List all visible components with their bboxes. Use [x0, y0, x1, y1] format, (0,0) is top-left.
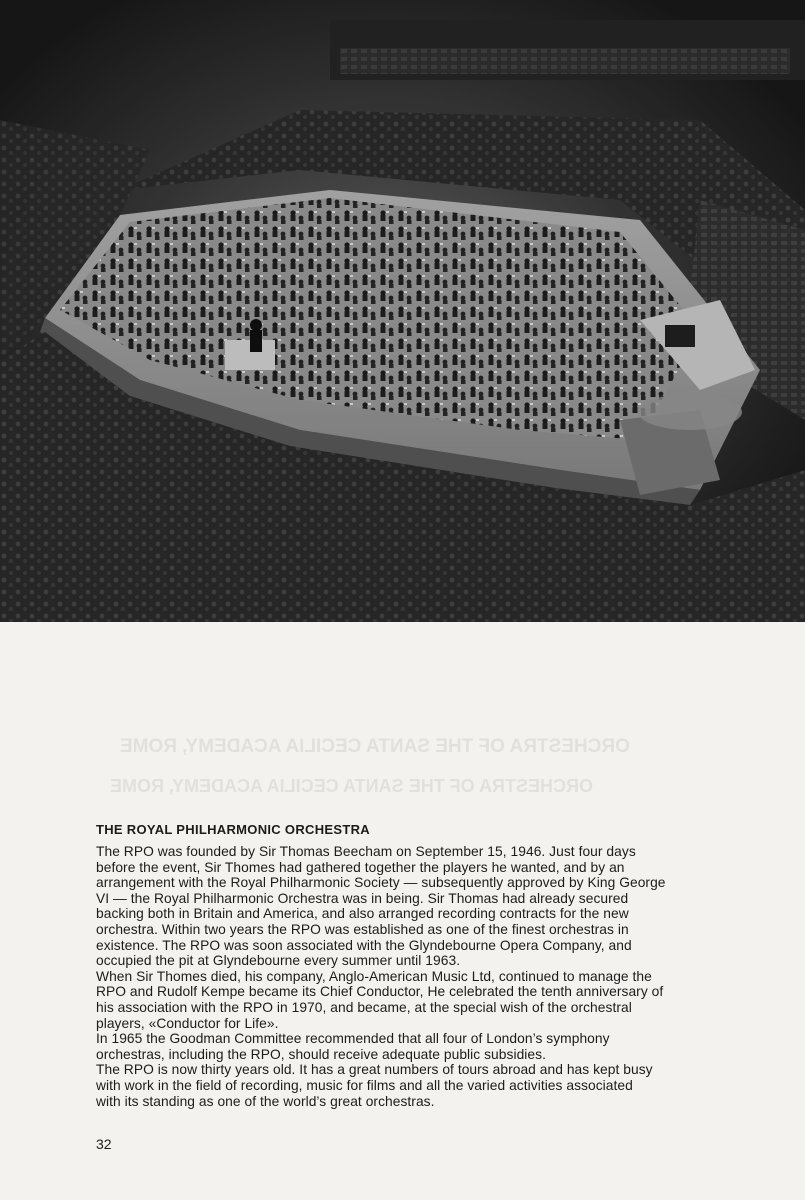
text-line: existence. The RPO was soon associated with the Glyndebourne Opera Company, and — [96, 937, 632, 953]
text-line: players, «Conductor for Life». — [96, 1015, 279, 1031]
text-line: orchestra. Within two years the RPO was established as one of the finest orchestras in — [96, 921, 629, 937]
text-line: arrangement with the Royal Philharmonic Society — subsequently approved by King George — [96, 875, 666, 891]
page-number: 32 — [96, 1136, 112, 1152]
text-line: The RPO is now thirty years old. It has a great numbers of tours abroad and has kept busy — [96, 1062, 653, 1078]
article-paragraph — [96, 969, 786, 1031]
text-line: with its standing as one of the world’s great orchestras. — [96, 1093, 435, 1109]
text-line: occupied the pit at Glyndebourne every summer until 1963. — [96, 953, 461, 969]
text-line: VI — the Royal Philharmonic Orchestra was in being. Sir Thomas had already secured — [96, 890, 629, 906]
text-line: backing both in Britain and America, and also arranged recording contracts for the new — [96, 906, 629, 922]
text-line: The RPO was founded by Sir Thomas Beecham on September 15, 1946. Just four days — [96, 844, 636, 859]
article — [96, 822, 786, 1109]
article-heading: THE ROYAL PHILHARMONIC ORCHESTRA — [96, 822, 370, 837]
text-line: When Sir Thomes died, his company, Anglo-American Music Ltd, continued to manage the — [96, 968, 652, 984]
text-line: RPO and Rudolf Kempe became its Chief Conductor, He celebrated the tenth anniversary of — [96, 984, 664, 1000]
text-line: his association with the RPO in 1970, and became, at the special wish of the orchestral — [96, 999, 632, 1015]
article-paragraph — [96, 1031, 786, 1062]
text-line: before the event, Sir Thomes had gathered together the players he wanted, and by an — [96, 859, 625, 875]
text-line: with work in the field of recording, music for films and all the varied activities associated — [96, 1077, 633, 1093]
article-paragraph — [96, 844, 786, 969]
text-line: orchestras, including the RPO, should receive adequate public subsidies. — [96, 1046, 546, 1062]
text-line: In 1965 the Goodman Committee recommended that all four of London’s symphony — [96, 1031, 610, 1047]
show-through-text: ORCHESTRA OF THE SANTA CECILIA ACADEMY, ROME ORCHESTRA OF THE SANTA CECILIA ACADEMY, ROME — [110, 736, 630, 796]
article-paragraph — [96, 1062, 786, 1109]
